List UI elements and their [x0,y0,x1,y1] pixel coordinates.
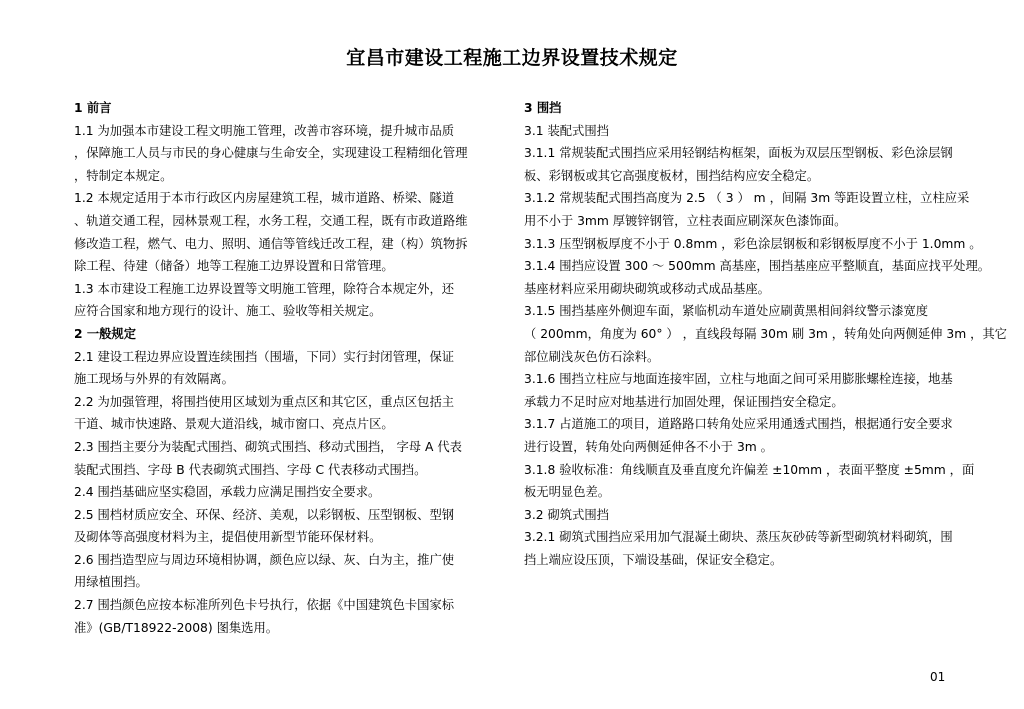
text-line: 干道、城市快速路、景观大道沿线，城市窗口、亮点片区。 [74,417,394,432]
text-line: 3.1.4 围挡应设置 300 ～ 500mm 高基座，围挡基座应平整顺直，基面应找平处理。 [524,259,991,274]
text-line: 3.1.2 常规装配式围挡高度为 2.5 （ 3 ） m ，间隔 3m 等距设置立柱，立柱应采 [524,191,970,206]
page-number: 01 [930,670,946,684]
text-line: 2.7 围挡颜色应按本标准所列色卡号执行，依据《中国建筑色卡国家标 [74,598,455,613]
text-line: （ 200mm，角度为 60° ） ，直线段每隔 30m 刷 3m ，转角处向两侧延伸 3m ，其它 [524,326,1007,341]
text-line: 、轨道交通工程，园林景观工程，水务工程，交通工程，既有市政道路维 [74,213,468,228]
text-line: 板、彩钢板或其它高强度板材，围挡结构应安全稳定。 [524,168,820,183]
text-line: 及砌体等高强度材料为主，提倡使用新型节能环保材料。 [74,530,382,545]
text-line: 挡上端应设压顶，下端设基础，保证安全稳定。 [524,552,783,567]
text-line: 基座材料应采用砌块砌筑或移动式成品基座。 [524,281,770,296]
text-line: 2.2 为加强管理，将围挡使用区域划为重点区和其它区，重点区包括主 [74,394,455,409]
section-heading: 2 一般规定 [74,326,137,341]
text-line: 3.1.5 围挡基座外侧迎车面，紧临机动车道处应刷黄黑相间斜纹警示漆宽度 [524,304,929,319]
text-line: 3.1 装配式围挡 [524,123,609,138]
text-line: 3.1.8 验收标准：角线顺直及垂直度允许偏差 ±10mm ，表面平整度 ±5mm ，面 [524,462,975,477]
text-line: 3.1.1 常规装配式围挡应采用轻钢结构框架，面板为双层压型钢板、彩色涂层钢 [524,146,953,161]
section-heading: 1 前言 [74,101,112,115]
text-line: 部位刷浅灰色仿石涂料。 [524,349,660,364]
text-line: 用绿植围挡。 [74,575,148,590]
text-line: 2.5 围档材质应安全、环保、经济、美观，以彩钢板、压型钢板、型钢 [74,507,455,522]
right-column [524,97,1007,571]
text-line: 3.1.3 压型钢板厚度不小于 0.8mm ，彩色涂层钢板和彩钢板厚度不小于 1.0mm 。 [524,236,982,251]
text-line: 2.6 围挡造型应与周边环境相协调，颜色应以绿、灰、白为主，推广使 [74,552,455,567]
text-line: 承载力不足时应对地基进行加固处理，保证围挡安全稳定。 [524,394,844,409]
text-line: 3.1.7 占道施工的项目，道路路口转角处应采用通透式围挡，根据通行安全要求 [524,417,953,432]
text-line: 1.2 本规定适用于本市行政区内房屋建筑工程，城市道路、桥梁、隧道 [74,191,455,206]
section-heading: 3 围挡 [524,101,562,115]
text-line: 2.4 围挡基础应坚实稳固，承载力应满足围挡安全要求。 [74,485,381,500]
text-line: 3.2.1 砌筑式围挡应采用加气混凝土砌块、蒸压灰砂砖等新型砌筑材料砌筑，围 [524,530,953,545]
left-column [74,97,494,639]
text-line: 应符合国家和地方现行的设计、施工、验收等相关规定。 [74,304,382,319]
text-line: 2.3 围挡主要分为装配式围挡、砌筑式围挡、移动式围挡， 字母 A 代表 [74,439,462,454]
text-line: 板无明显色差。 [524,485,611,500]
text-line: 进行设置，转角处向两侧延伸各不小于 3m 。 [524,439,773,454]
text-line: 1.3 本市建设工程施工边界设置等文明施工管理，除符合本规定外，还 [74,281,455,296]
text-line: 3.2 砌筑式围挡 [524,507,609,522]
text-line: 3.1.6 围挡立柱应与地面连接牢固，立柱与地面之间可采用膨胀螺栓连接，地基 [524,372,953,387]
text-line: 除工程、待建（储备）地等工程施工边界设置和日常管理。 [74,259,394,274]
page-title: 宜昌市建设工程施工边界设置技术规定 [346,47,678,69]
text-line: ，保障施工人员与市民的身心健康与生命安全，实现建设工程精细化管理 [74,146,468,161]
text-line: 修改造工程，燃气、电力、照明、通信等管线迁改工程，建（构）筑物拆 [74,236,468,251]
text-line: ，特制定本规定。 [74,168,173,183]
text-line: 1.1 为加强本市建设工程文明施工管理，改善市容环境，提升城市品质 [74,123,455,138]
text-line: 2.1 建设工程边界应设置连续围挡（围墙，下同）实行封闭管理，保证 [74,349,455,364]
text-line: 装配式围挡、字母 B 代表砌筑式围挡、字母 C 代表移动式围挡。 [74,462,427,477]
text-line: 用不小于 3mm 厚镀锌钢管，立柱表面应刷深灰色漆饰面。 [524,213,847,228]
text-line: 准》(GB/T18922-2008) 图集选用。 [74,620,279,635]
text-line: 施工现场与外界的有效隔离。 [74,372,234,387]
